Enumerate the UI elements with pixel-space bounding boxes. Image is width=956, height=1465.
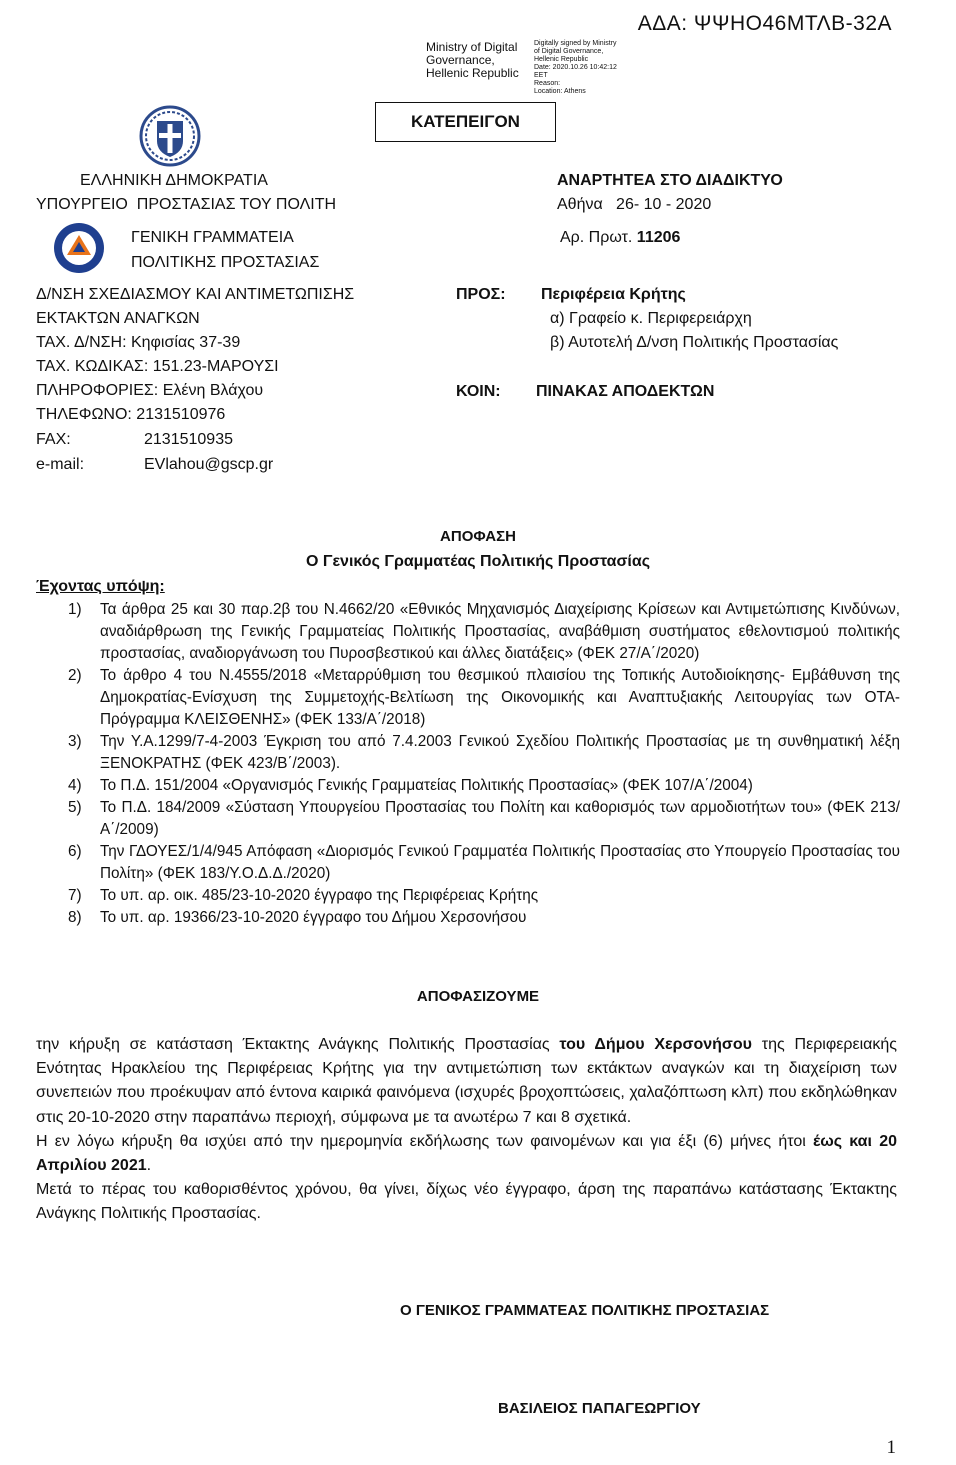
list-item: 8) Το υπ. αρ. 19366/23-10-2020 έγγραφο του Δήμου Χερσονήσου (68, 909, 527, 926)
list-item: 6) Την ΓΔΟΥΕΣ/1/4/945 Απόφαση «Διορισμός Γενικού Γραμματέα Πολιτικής Προστασίας στο Υπουργείο Προστασίας του Πολίτη» (ΦΕΚ 183/Υ.Ο.Δ.Δ./2020) (68, 843, 900, 882)
to-recipient: Περιφέρεια Κρήτης (541, 286, 686, 303)
list-item: 7) Το υπ. αρ. οικ. 485/23-10-2020 έγγραφο της Περιφέρειας Κρήτης (68, 887, 539, 904)
fax-label: FAX: (36, 431, 71, 448)
page-number: 1 (886, 1437, 896, 1458)
email-label: e-mail: (36, 456, 85, 473)
document-date: Αθήνα 26- 10 - 2020 (557, 196, 712, 213)
digital-signature-details: Digitally signed by Ministry of Digital Governance, Hellenic Republic Date: 2020.10.26 10:42:12 EET Reason: Location: Athens (534, 40, 617, 95)
urgent-stamp: ΚΑΤΕΠΕΙΓΟΝ (375, 102, 556, 142)
to-label: ΠΡΟΣ: (456, 286, 506, 303)
list-item: 5) Το Π.Δ. 184/2009 «Σύσταση Υπουργείου Προστασίας του Πολίτη και καθορισμός των αρμοδιοτήτων του» (ΦΕΚ 213/Α΄/2009) (68, 799, 900, 838)
ministry-heading: ΥΠΟΥΡΓΕΙΟ ΠΡΟΣΤΑΣΙΑΣ ΤΟΥ ΠΟΛΙΤΗ (36, 196, 337, 213)
list-item: 2) Το άρθρο 4 του Ν.4555/2018 «Μεταρρύθμιση του θεσμικού πλαισίου της Τοπικής Αυτοδιοίκησης- Εμβάθυνση της Δημοκρατίας-Ενίσχυση της Συμμετοχής-Βελτίωση της Οικονομικής και Αναπτυξιακής Λειτουργίας των ΟΤΑ-Πρόγραμμα ΚΛΕΙΣΘΕΝΗΣ» (ΦΕΚ 133/Α΄/2018) (68, 667, 900, 728)
digital-signer-name: Ministry of Digital Governance, Hellenic Republic (426, 40, 519, 80)
body-paragraph-1: την κήρυξη σε κατάσταση Έκτακτης Ανάγκης Πολιτικής Προστασίας του Δήμου Χερσονήσου της Περιφερειακής Ενότητας Ηρακλείου της Περιφέρειας Κρήτης για την αντιμετώπιση των εκτάκτων αναγκών και τη διαχείριση των συνεπειών που προέκυψαν από έντονα καιρικά φαινόμενα (ισχυρές βροχοπτώσεις, χαλαζόπτωση κλπ) που εκδηλώθηκαν στις 20-10-2020 στην παραπάνω περιοχή, σύμφωνα με τα ανωτέρω 7 και 8 σχετικά. (36, 1036, 898, 1126)
to-recipient-b: β) Αυτοτελή Δ/νση Πολιτικής Προστασίας (550, 334, 839, 351)
cc-label: ΚΟΙΝ: (456, 383, 501, 400)
email-address: EVlahou@gscp.gr (144, 456, 274, 473)
decision-title: ΑΠΟΦΑΣΗ (440, 528, 516, 545)
considering-heading: Έχοντας υπόψη: (36, 578, 165, 595)
list-item: 1) Τα άρθρα 25 και 30 παρ.2β του Ν.4662/20 «Εθνικός Μηχανισμός Διαχείρισης Κρίσεων και Αντιμετώπισης Κινδύνων, αναδιάρθρωση της Γενικής Γραμματείας Πολιτικής Προστασίας, αναβάθμιση συστήματος εθελοντισμού πολιτικής προστασίας, αναδιοργάνωση του Πυροσβεστικού και άλλες διατάξεις» (ΦΕΚ 27/Α΄/2020) (68, 601, 900, 662)
fax-number: 2131510935 (144, 431, 233, 448)
to-recipient-a: α) Γραφείο κ. Περιφερειάρχη (550, 310, 752, 327)
signature-title: Ο ΓΕΝΙΚΟΣ ΓΡΑΜΜΑΤΕΑΣ ΠΟΛΙΤΙΚΗΣ ΠΡΟΣΤΑΣΙΑΣ (400, 1302, 770, 1319)
cc-recipients: ΠΙΝΑΚΑΣ ΑΠΟΔΕΚΤΩΝ (536, 383, 715, 400)
greek-coat-of-arms-icon (139, 105, 201, 167)
decision-body (36, 1033, 897, 1227)
ada-code: ΑΔΑ: ΨΨΗΟ46ΜΤΛΒ-32Α (637, 12, 892, 35)
republic-heading: ΕΛΛΗΝΙΚΗ ΔΗΜΟΚΡΑΤΙΑ (80, 172, 268, 189)
list-item: 3) Την Υ.Α.1299/7-4-2003 Έγκριση του από 7.4.2003 Γενικού Σχεδίου Πολιτικής Προστασίας με τη συνθηματική λέξη ΞΕΝΟΚΡΑΤΗΣ (ΦΕΚ 423/Β΄/2003). (68, 733, 900, 772)
sender-block: Δ/ΝΣΗ ΣΧΕΔΙΑΣΜΟΥ ΚΑΙ ΑΝΤΙΜΕΤΩΠΙΣΗΣ ΕΚΤΑΚΤΩΝ ΑΝΑΓΚΩΝ ΤΑΧ. Δ/ΝΣΗ: Κηφισίας 37-39 ΤΑΧ. ΚΩΔΙΚΑΣ: 151.23-ΜΑΡΟΥΣΙ ΠΛΗΡΟΦΟΡΙΕΣ: Ελένη Βλάχου ΤΗΛΕΦΩΝΟ: 2131510976 (36, 286, 355, 423)
secretariat-line-1: ΓΕΝΙΚΗ ΓΡΑΜΜΑΤΕΙΑ (131, 229, 294, 246)
decision-subtitle: Ο Γενικός Γραμματέας Πολιτικής Προστασίας (305, 553, 651, 570)
protocol-number: Αρ. Πρωτ. 11206 (560, 229, 681, 246)
civil-protection-logo-icon (53, 222, 105, 274)
resolve-heading: ΑΠΟΦΑΣΙΖΟΥΜΕ (416, 988, 540, 1005)
body-paragraph-2: Η εν λόγω κήρυξη θα ισχύει από την ημερομηνία εκδήλωσης των φαινομένων και για έξι (6) μήνες ήτοι έως και 20 Απριλίου 2021. (36, 1132, 897, 1175)
secretariat-line-2: ΠΟΛΙΤΙΚΗΣ ΠΡΟΣΤΑΣΙΑΣ (131, 254, 320, 271)
body-paragraph-3: Μετά το πέρας του καθορισθέντος χρόνου, θα γίνει, δίχως νέο έγγραφο, άρση της παραπάνω κατάστασης Έκτακτης Ανάγκης Πολιτικής Προστασίας. (36, 1181, 897, 1223)
post-online-label: ΑΝΑΡΤΗΤΕΑ ΣΤΟ ΔΙΑΔΙΚΤΥΟ (557, 172, 783, 189)
signatory-name: ΒΑΣΙΛΕΙΟΣ ΠΑΠΑΓΕΩΡΓΙΟΥ (498, 1400, 701, 1417)
list-item: 4) Το Π.Δ. 151/2004 «Οργανισμός Γενικής Γραμματείας Πολιτικής Προστασίας» (ΦΕΚ 107/Α΄/2004) (68, 777, 753, 794)
considerations-list (40, 599, 900, 929)
